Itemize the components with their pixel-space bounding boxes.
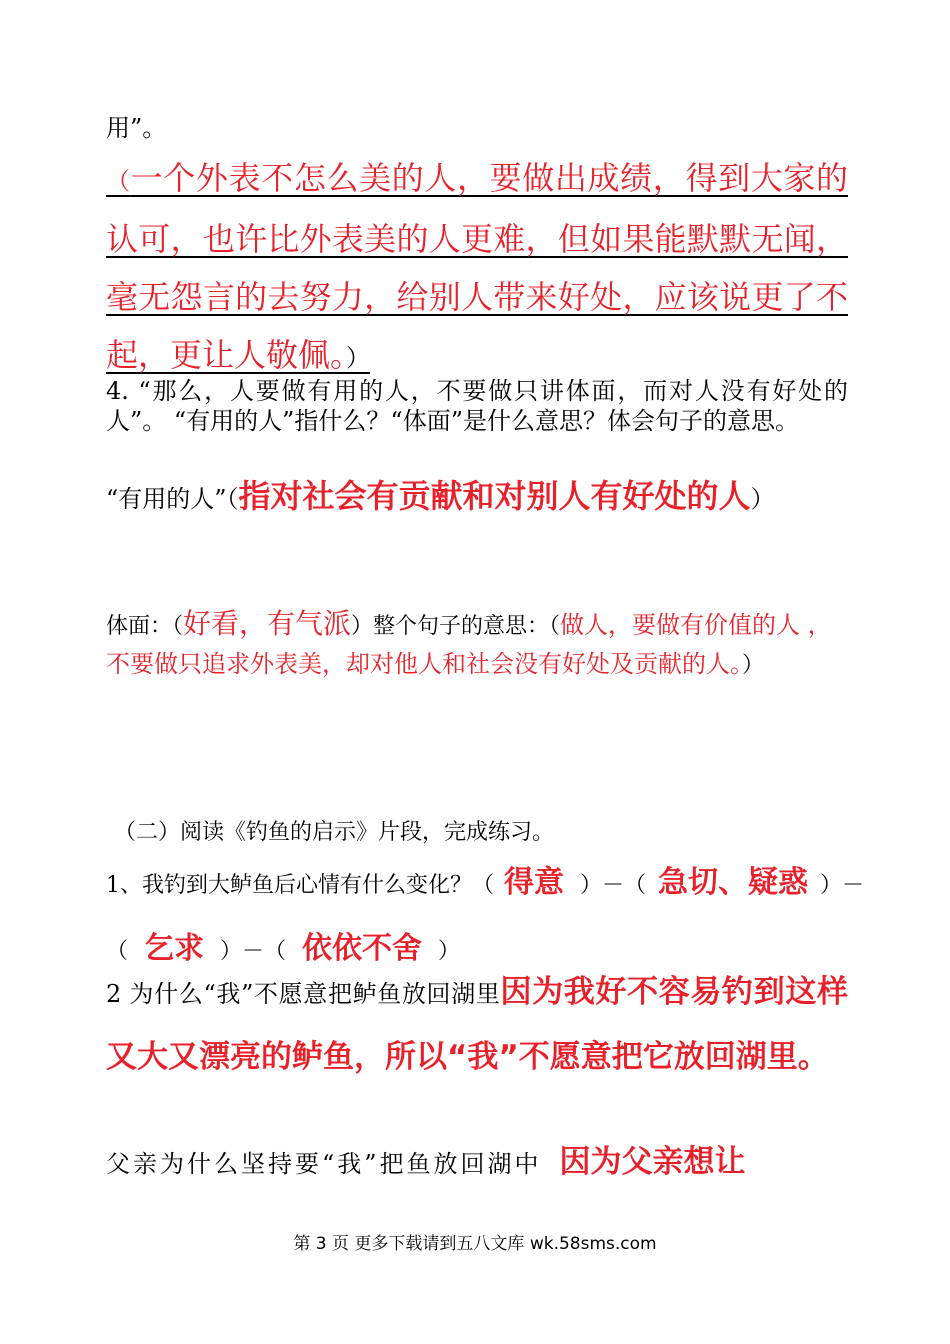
s2q1-end: ） <box>438 939 461 964</box>
q4-useful <box>106 468 848 530</box>
q3-tail-text: 用”。 <box>106 114 167 142</box>
section2-q2 <box>106 962 848 1092</box>
s2q3-answer: 因为父亲想让 <box>559 1144 746 1180</box>
s2q1-a4: 依依不舍 <box>302 931 423 966</box>
s2q1-a1: 得意 <box>504 865 564 900</box>
q4-tm <box>106 606 848 685</box>
q4-question: 4. “那么，人要做有用的人，不要做只讲体面，而对人没有好处的人”。 “有用的人”指什么？“体面”是什么意思？体会句子的意思。 <box>106 377 848 435</box>
s2q3-question: 父亲为什么坚持要“我”把鱼放回湖中 <box>106 1150 542 1178</box>
s2q1-sep2: ）－（ <box>106 873 865 964</box>
q4-meaning-answer: 做人，要做有价值的人 ，不要做只追求外表美，却对他人和社会没有好处及贡献的人。 <box>106 611 832 678</box>
s2q1-question: 1、我钓到大鲈鱼后心情有什么变化？（ <box>106 873 494 898</box>
q4-tm-answer: 好看，有气派 <box>183 607 352 640</box>
s2q2-answer: 因为我好不容易钓到这样又大又漂亮的鲈鱼，所以“我”不愿意把它放回湖里。 <box>106 974 849 1075</box>
section2-heading: （二）阅读《钓鱼的启示》片段，完成练习。 <box>114 820 555 845</box>
q4-tm-close: ）整个句子的意思：（ <box>351 614 561 639</box>
q3-answer-text: 一个外表不怎么美的人，要做出成绩，得到大家的认可，也许比外表美的人更难，但如果能默默无闻，毫无怨言的去努力，给别人带来好处，应该说更了不起，更让人敬佩。 <box>106 159 848 374</box>
s2q1-sep3: ）－（ <box>220 939 287 964</box>
s2q2-question: 2 为什么“我”不愿意把鲈鱼放回湖里 <box>106 980 501 1008</box>
section2-q3 <box>106 1134 848 1195</box>
q4-tm-label: 体面：（ <box>106 614 184 639</box>
s2q1-sep1: ）－（ <box>580 873 647 898</box>
q4-useful-answer: 指对社会有贡献和对别人有好处的人 <box>238 477 751 515</box>
q4-meaning-close: ） <box>742 653 765 678</box>
q3-answer <box>106 149 848 387</box>
q4-useful-close: ） <box>750 485 775 513</box>
page-footer: 第 3 页 更多下载请到五八文库 wk.58sms.com <box>293 1234 657 1254</box>
s2q1-a3: 乞求 <box>144 931 205 966</box>
q3-answer-close: ） <box>346 344 371 372</box>
q4-useful-label: “有用的人”（ <box>106 485 239 513</box>
s2q1-a2: 急切、疑惑 <box>658 865 809 900</box>
q3-answer-open: （ <box>106 167 131 195</box>
